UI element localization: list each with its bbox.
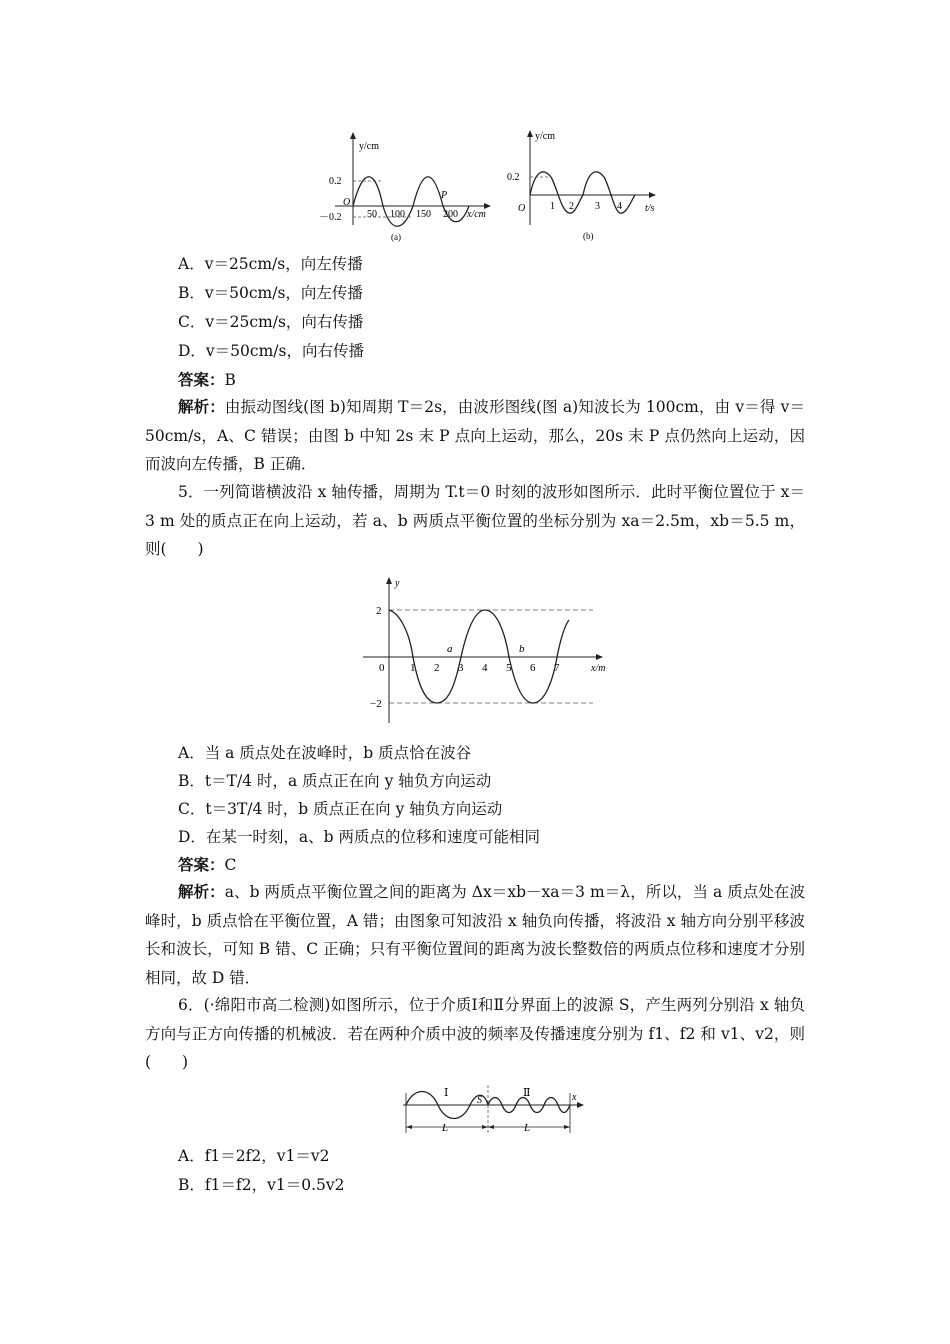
q4-option-d: D．v＝50cm/s，向右传播 [178,342,364,360]
q5-graph-origin: 0 [379,662,385,674]
q5-graph-ytop: 2 [376,605,382,617]
q5-graph-tick-2: 2 [434,662,440,674]
q4-answer-value: B [224,371,236,389]
q6-wave-figure [398,1083,588,1141]
q5-graph-tick-5: 5 [506,662,512,674]
q5-answer-value: C [224,856,237,874]
fig-b-tick-3: 3 [595,201,600,212]
q6-label-l2: L [524,1122,531,1134]
q5-option-c: C．t＝3T/4 时，b 质点正在向 y 轴负方向运动 [178,800,503,818]
q5-option-d: D．在某一时刻，a、b 两质点的位移和速度可能相同 [178,828,541,846]
q6-option-b: B．f1＝f2，v1＝0.5v2 [178,1176,345,1194]
fig-b-ylabel: y/cm [535,131,555,142]
fig-a-origin: O [343,197,351,208]
fig-a-ybottom: －0.2 [319,212,342,223]
fig-a-tick-100: 100 [390,209,405,220]
fig-a-tick-150: 150 [416,209,431,220]
q5-wave-graph [355,575,620,725]
q5-analysis [145,878,805,992]
q5-analysis-text: a、b 两质点平衡位置之间的距离为 Δx＝xb－xa＝3 m＝λ，所以，当 a 质点处在波峰时，b 质点恰在平衡位置，A 错；由图象可知波沿 x 轴负向传播，将波沿 x 轴方向分别平移波长和波长，可知 B 错、C 正确；只有平衡位置间的距离为波长整数倍的两质点位移和速度才分别相同，故 D 错． [145,883,805,987]
figure-a-b [315,125,675,245]
q6-label-medium-1: Ⅰ [444,1087,449,1099]
fig-b-ytop: 0.2 [507,172,520,183]
q5-option-b: B．t＝T/4 时，a 质点正在向 y 轴负方向运动 [178,772,492,790]
fig-a-ytop: 0.2 [329,176,342,187]
q4-option-c: C．v＝25cm/s，向右传播 [178,313,364,331]
q6-option-a: A．f1＝2f2，v1＝v2 [178,1147,330,1165]
q6-label-source-s: S [477,1095,482,1106]
figure-b [507,130,656,241]
q5-graph-tick-7: 7 [554,662,560,674]
q5-graph-label-b: b [519,643,525,655]
q6-stem: 6．(·绵阳市高二检测)如图所示，位于介质Ⅰ和Ⅱ分界面上的波源 S，产生两列分别沿 x 轴负方向与正方向传播的机械波．若在两种介质中波的频率及传播速度分别为 f1、f2 和 v1、v2，则( ) [145,996,805,1071]
q4-analysis-text: 由振动图线(图 b)知周期 T＝2s，由波形图线(图 a)知波长为 100cm，由 v＝得 v＝50cm/s，A、C 错误；由图 b 中知 2s 末 P 点向上运动，那么，20s 末 P 点仍然向上运动，因而波向左传播，B 正确． [145,398,805,473]
q4-analysis-label: 解析： [178,397,225,416]
q5-option-a: A．当 a 质点处在波峰时，b 质点恰在波谷 [178,744,472,762]
q5-graph-xlabel: x/m [591,663,606,674]
q5-graph-tick-4: 4 [482,662,488,674]
q4-answer [178,370,236,390]
fig-a-ylabel: y/cm [359,141,379,152]
q5-graph-tick-6: 6 [530,662,536,674]
fig-b-tick-1: 1 [550,201,555,212]
fig-b-xlabel: t/s [645,203,655,214]
q6-label-medium-2: Ⅱ [523,1087,531,1099]
fig-b-tick-2: 2 [569,201,574,212]
q6-label-l1: L [442,1122,449,1134]
q5-graph-ybottom: −2 [370,698,382,710]
q5-graph-tick-3: 3 [458,662,464,674]
fig-a-caption: (a) [391,232,401,242]
q5-graph-ylabel: y [395,578,400,589]
fig-b-caption: (b) [583,231,594,241]
q4-analysis [145,393,805,479]
q6-label-x: x [572,1092,577,1103]
q5-analysis-label: 解析： [178,882,225,901]
fig-a-tick-50: 50 [367,209,377,220]
q4-option-b: B．v＝50cm/s，向左传播 [178,284,363,302]
fig-a-tick-200: 200 [443,209,458,220]
q5-graph-tick-1: 1 [410,662,416,674]
q5-answer-label: 答案： [178,855,225,874]
fig-a-xlabel: x/cm [467,209,486,220]
q5-stem: 5．一列简谐横波沿 x 轴传播，周期为 T.t＝0 时刻的波形如图所示．此时平衡位置位于 x＝3 m 处的质点正在向上运动，若 a、b 两质点平衡位置的坐标分别为 xa＝2.5m，xb＝5.5 m，则( ) [145,483,805,558]
figure-a [319,132,491,242]
fig-b-tick-4: 4 [617,201,622,212]
fig-b-origin: O [518,203,526,214]
q4-answer-label: 答案： [178,370,225,389]
q4-option-a: A．v＝25cm/s，向左传播 [178,255,363,273]
fig-a-point-p: P [441,190,448,201]
q5-graph-label-a: a [447,643,453,655]
q5-answer [178,855,236,875]
